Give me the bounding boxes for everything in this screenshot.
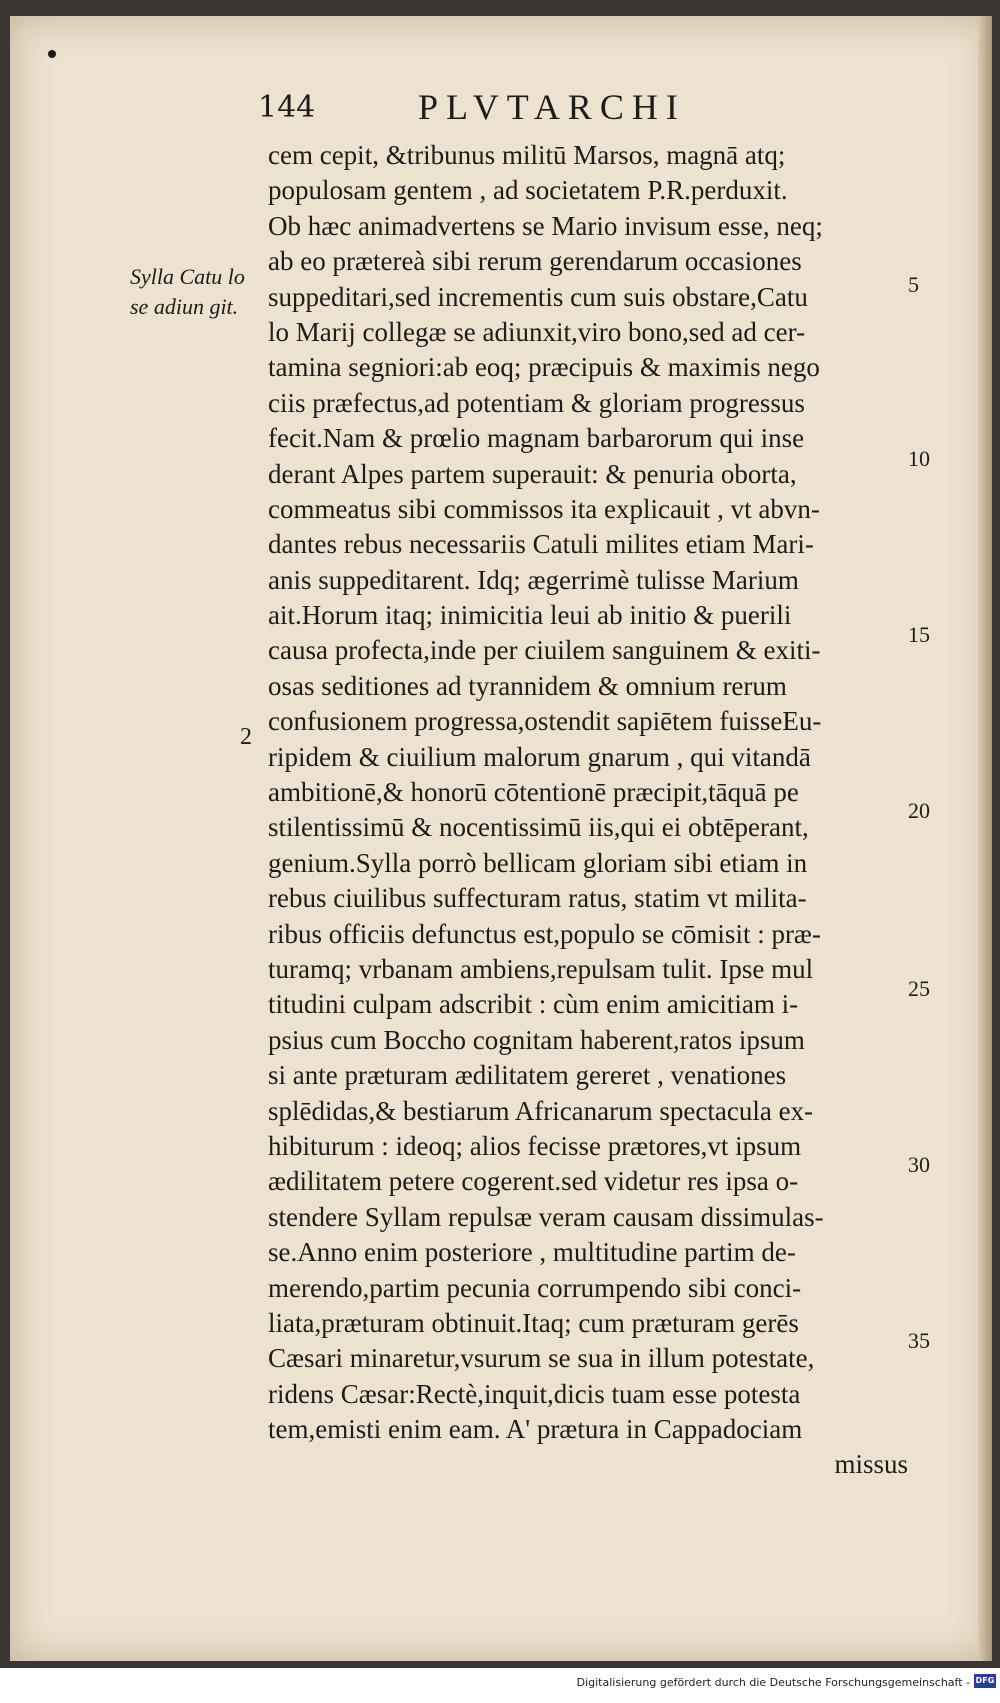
text-line: ripidem & ciuilium malorum gnarum , qui vitandā	[268, 741, 811, 772]
text-line: Cæsari minaretur,vsurum se sua in illum potestate,	[268, 1343, 815, 1374]
text-line: se.Anno enim posteriore , multitudine partim de-	[268, 1237, 796, 1268]
footer	[0, 1668, 1000, 1703]
text-line: ciis præfectus,ad potentiam & gloriam progressus	[268, 387, 805, 418]
margin-note: Sylla Catu lo se adiun git.	[130, 264, 245, 319]
text-line: si ante præturam ædilitatem gereret , venationes	[268, 1060, 787, 1091]
line-number-25: 25	[908, 976, 930, 1001]
text-line: fecit.Nam & prœlio magnam barbarorum qui inse	[268, 423, 805, 454]
text-line: merendo,partim pecunia corrumpendo sibi conci-	[268, 1272, 802, 1303]
text-line: anis suppeditarent. Idq; ægerrimè tulisse Marium	[268, 564, 799, 595]
text-line: lo Marij collegæ se adiunxit,viro bono,sed ad cer-	[268, 316, 806, 347]
text-line: tem,emisti enim eam. A' prætura in Cappadociam	[268, 1414, 803, 1445]
text-line: splēdidas,& bestiarum Africanarum spectacula ex-	[268, 1095, 814, 1126]
text-line: ambitionē,& honorū cōtentionē præcipit,tāquā pe	[268, 777, 799, 808]
text-line: populosam gentem , ad societatem P.R.perduxit.	[268, 175, 788, 206]
body-text	[268, 138, 908, 1483]
text-line: hibiturum : ideoq; alios fecisse prætores,vt ipsum	[268, 1130, 802, 1161]
dfg-logo: DFG	[974, 1674, 996, 1688]
text-line: Ob hæc animadvertens se Mario invisum esse, neq;	[268, 210, 823, 241]
text-line: derant Alpes partem superauit: & penuria oborta,	[268, 458, 797, 489]
text-line: tamina segniori:ab eoq; præcipuis & maximis nego	[268, 352, 820, 383]
text-line: commeatus sibi commissos ita explicauit , vt abvn-	[268, 493, 820, 524]
text-line: ridens Cæsar:Rectè,inquit,dicis tuam esse potesta	[268, 1378, 801, 1409]
text-line: stendere Syllam repulsæ veram causam dissimulas-	[268, 1201, 824, 1232]
running-title: PLVTARCHI	[418, 87, 686, 127]
text-line: liata,præturam obtinuit.Itaq; cum præturam gerēs	[268, 1307, 799, 1338]
text-line: genium.Sylla porrò bellicam gloriam sibi etiam in	[268, 847, 808, 878]
text-line: ædilitatem petere cogerent.sed videtur res ipsa o-	[268, 1166, 799, 1197]
line-number-20: 20	[908, 798, 930, 823]
text-line: osas seditiones ad tyrannidem & omnium rerum	[268, 670, 787, 701]
text-line: cem cepit, &tribunus militū Marsos, magnā atq;	[268, 140, 786, 170]
text-line: suppeditari,sed incrementis cum suis obstare,Catu	[268, 281, 808, 312]
page-header	[258, 86, 778, 132]
line-number-15: 15	[908, 622, 930, 647]
text-line: psius cum Boccho cognitam haberent,ratos ipsum	[268, 1024, 805, 1055]
text-line: ab eo prætereà sibi rerum gerendarum occasiones	[268, 246, 802, 277]
text-line: turamq; vrbanam ambiens,repulsam tulit. Ipse mul	[268, 953, 814, 984]
text-line: ait.Horum itaq; inimicitia leui ab initio & puerili	[268, 600, 792, 631]
text-line: titudini culpam adscribit : cùm enim amicitiam i-	[268, 989, 799, 1020]
text-line: stilentissimū & nocentissimū iis,qui ei obtēperant,	[268, 812, 809, 843]
line-number-10: 10	[908, 446, 930, 471]
text-line: ribus officiis defunctus est,populo se cōmisit : præ-	[268, 918, 821, 949]
text-line: dantes rebus necessariis Catuli milites etiam Mari-	[268, 529, 814, 560]
line-number-35: 35	[908, 1328, 930, 1353]
text-line: confusionem progressa,ostendit sapiētem fuisseEu-	[268, 706, 822, 737]
line-number-5: 5	[908, 272, 919, 297]
page-number: 144	[258, 90, 316, 125]
text-line: rebus ciuilibus suffecturam ratus, statim vt milita-	[268, 883, 807, 914]
line-number-30: 30	[908, 1152, 930, 1177]
text-line: missus	[834, 1449, 908, 1480]
funding-credit: Digitalisierung gefördert durch die Deutsche Forschungsgemeinschaft -	[576, 1676, 970, 1689]
text-line: causa profecta,inde per ciuilem sanguinem & exiti-	[268, 635, 821, 666]
ink-dot	[48, 50, 56, 58]
side-mark: 2	[240, 724, 252, 750]
page-edge	[978, 16, 992, 1661]
